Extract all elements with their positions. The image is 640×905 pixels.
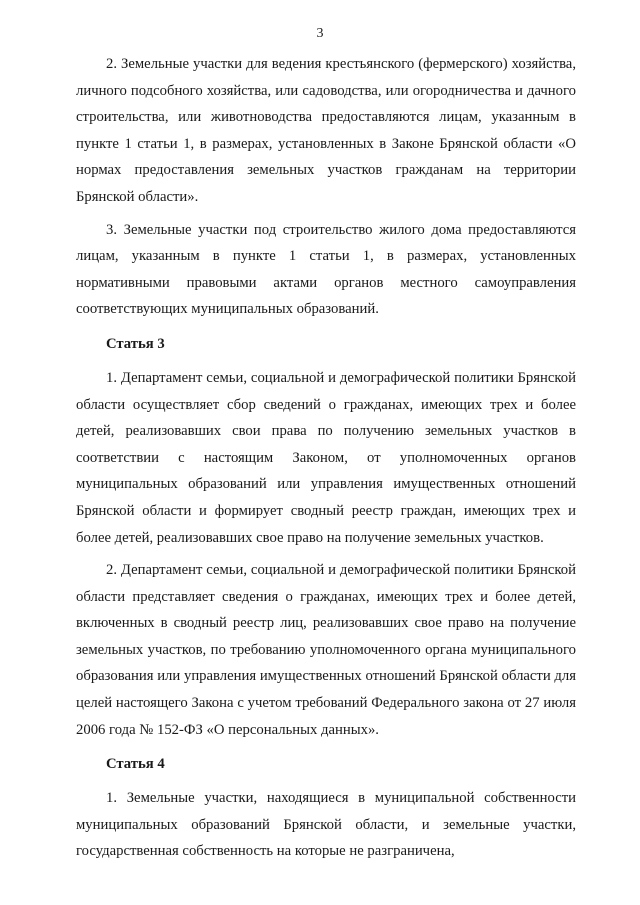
document-body: [76, 51, 576, 871]
paragraph-2-3: 3. Земельные участки под строительство жилого дома предоставляются лицам, указанным в пункте 1 статьи 1, в размерах, установленных нормативными правовыми актами органов местного самоуправления соответствующих муниципальных образований.: [76, 221, 576, 318]
article-4-heading: Статья 4: [106, 756, 165, 773]
article-3-heading: Статья 3: [106, 335, 165, 352]
paragraph-3-2: 2. Департамент семьи, социальной и демографической политики Брянской области представляет сведения о гражданах, имеющих трех и более детей, включенных в сводный реестр лиц, реализовавших свое право на получение земельных участков, по требованию уполномоченного органа муниципального образования или управления имущественных отношений Брянской области для целей настоящего Закона с учетом требований Федерального закона от 27 июля 2006 года № 152-ФЗ «О персональных данных».: [76, 562, 576, 738]
page-number: 3: [316, 26, 324, 41]
paragraph-4-1: 1. Земельные участки, находящиеся в муниципальной собственности муниципальных образований Брянской области, и земельные участки, государственная собственность на которые не разграничена,: [76, 790, 576, 860]
paragraph-2-2: 2. Земельные участки для ведения крестьянского (фермерского) хозяйства, личного подсобного хозяйства, или садоводства, или огородничества и дачного строительства, или животноводства предоставляются лицам, указанным в пункте 1 статьи 1, в размерах, установленных в Законе Брянской области «О нормах предоставления земельных участков гражданам на территории Брянской области».: [76, 56, 576, 205]
paragraph-3-1: 1. Департамент семьи, социальной и демографической политики Брянской области осуществляет сбор сведений о гражданах, имеющих трех и более детей, реализовавших свои права по получению земельных участков в соответствии с настоящим Законом, от уполномоченных органов муниципальных образований или управления имущественных отношений Брянской области и формирует сводный реестр граждан, имеющих трех и более детей, реализовавших свое право на получение земельных участков.: [76, 369, 576, 546]
